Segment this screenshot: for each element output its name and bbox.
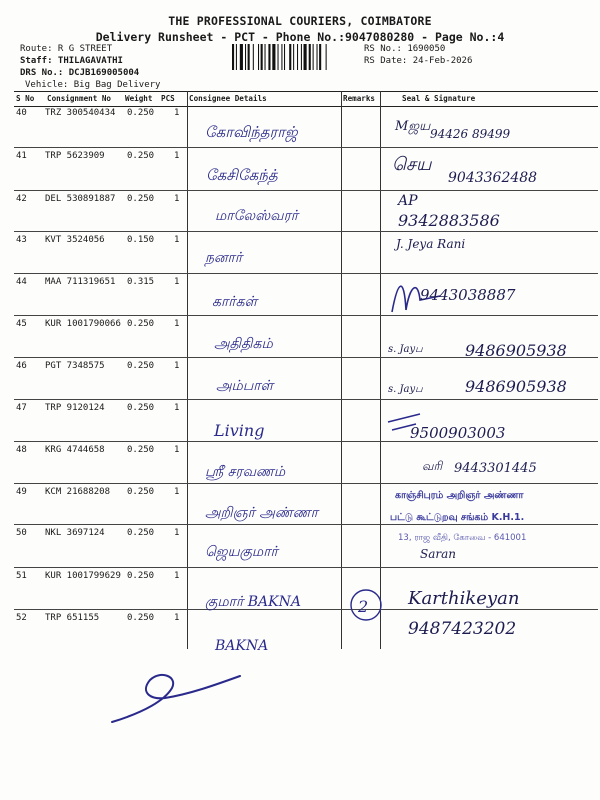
pieces: 1 [174,277,180,287]
vehicle: Vehicle: Big Bag Delivery [25,80,161,90]
consignee-handwriting-41: கேசிகேந்த் [206,166,278,184]
consignee-handwriting-43: நனார் [205,250,243,266]
runsheet-title: Delivery Runsheet - PCT - Phone No.:9047080280 - Page No.:4 [95,30,505,44]
rs-number: RS No.: 1690050 [364,44,446,54]
phone-46: 9486905938 [465,377,567,396]
serial-number: 47 [16,403,27,413]
pieces: 1 [174,319,180,329]
pieces: 1 [174,361,180,371]
weight: 0.250 [127,403,155,413]
pieces: 1 [174,445,180,455]
phone-42: 9342883586 [398,211,500,230]
weight: 0.250 [127,613,155,623]
weight: 0.250 [127,108,155,118]
consignee-handwriting-45: அதிதிகம் [214,336,273,352]
phone-41: 9043362488 [448,170,538,186]
consignee-handwriting-42: மாலேஸ்வரர் [215,208,299,224]
phone-40: 94426 89499 [430,127,511,141]
serial-number: 49 [16,487,27,497]
staff: Staff: THILAGAVATHI [20,56,123,66]
consignment-number: TRP 651155 [45,613,100,623]
consignee-handwriting-50: ஜெயகுமார் [205,544,278,560]
phone-45: 9486905938 [465,341,567,360]
phone-47: 9500903003 [410,424,506,442]
table-row [14,567,598,610]
signature-45: s. Jayப [388,344,423,355]
signature-51: Karthikeyan [408,588,520,609]
phone-48: 9443301445 [454,461,537,476]
col-seal-signature: Seal & Signature [402,94,476,103]
pieces: 1 [174,108,180,118]
weight: 0.250 [127,487,155,497]
serial-number: 42 [16,194,27,204]
col-consignment: Consignment No [47,94,112,103]
signature-42: AP [398,193,418,209]
supervisor-signature [112,675,240,722]
consignment-number: PGT 7348575 [45,361,105,371]
consignee-handwriting-47: Living [214,421,265,440]
svg-text:13, ராஜ வீதி, கோவை - 641001: 13, ராஜ வீதி, கோவை - 641001 [398,533,527,543]
signature-43: J. Jeya Rani [396,237,466,251]
consignment-number: KUR 1001799629 [45,571,121,581]
consignee-handwriting-49: அறிஞர் அண்ணா [205,505,318,521]
barcode [232,44,360,70]
serial-number: 43 [16,235,27,245]
signature-41: செய [392,154,432,175]
serial-number: 45 [16,319,27,329]
svg-text:காஞ்சிபுரம் அறிஞர் அண்ணா: காஞ்சிபுரம் அறிஞர் அண்ணா [395,490,524,501]
table-row [14,524,598,568]
serial-number: 41 [16,151,27,161]
company-name: THE PROFESSIONAL COURIERS, COIMBATORE [168,14,432,28]
serial-number: 48 [16,445,27,455]
table-row [14,357,598,400]
weight: 0.315 [127,277,155,287]
rs-date: RS Date: 24-Feb-2026 [364,56,473,66]
pieces: 1 [174,571,180,581]
pieces: 1 [174,487,180,497]
signature-50: Saran [420,547,456,561]
drs-number: DRS No.: DCJB169005004 [20,68,140,78]
runsheet-meta-left [20,43,160,91]
serial-number: 51 [16,571,27,581]
consignment-number: KRG 4744658 [45,445,105,455]
weight: 0.250 [127,445,155,455]
consignee-handwriting-48: ஸ்ரீ சரவணம் [205,464,286,480]
pieces: 1 [174,151,180,161]
runsheet-meta-right [364,43,472,67]
phone-52: 9487423202 [408,619,517,639]
table-row [14,483,598,525]
consignment-number: MAA 711319651 [45,277,116,287]
col-consignee: Consignee Details [189,94,267,103]
route: Route: R G STREET [20,44,113,54]
consignee-handwriting-46: அம்பாள் [216,378,274,394]
table-row [14,231,598,274]
serial-number: 44 [16,277,27,287]
consignee-handwriting-52: BAKNA [215,638,269,654]
table-row [14,147,598,191]
runsheet-header [0,14,600,44]
consignee-handwriting-51: குமார் BAKNA [205,594,301,610]
weight: 0.150 [127,235,155,245]
signature-48: வரி [422,459,443,473]
pieces: 1 [174,235,180,245]
phone-44: 9443038887 [420,286,516,304]
serial-number: 50 [16,528,27,538]
pieces: 1 [174,194,180,204]
table-row [14,315,598,358]
consignee-handwriting-44: கார்கள் [212,294,258,310]
consignment-number: TRP 5623909 [45,151,105,161]
table-row [14,441,598,484]
serial-number: 52 [16,613,27,623]
weight: 0.250 [127,528,155,538]
consignment-number: TRZ 300540434 [45,108,116,118]
consignment-number: TRP 9120124 [45,403,105,413]
col-pcs: PCS [161,94,175,103]
signature-46: s. Jayப [388,384,423,395]
consignment-number: KCM 21688208 [45,487,111,497]
svg-text:பட்டு கூட்டுறவு சங்கம் K.H.1.: பட்டு கூட்டுறவு சங்கம் K.H.1. [390,512,525,523]
consignment-number: KVT 3524056 [45,235,105,245]
weight: 0.250 [127,319,155,329]
signature-40: Mஜய [395,119,431,134]
col-remarks: Remarks [343,94,376,103]
table-row [14,609,598,649]
pieces: 1 [174,528,180,538]
serial-number: 46 [16,361,27,371]
weight: 0.250 [127,151,155,161]
pieces: 1 [174,403,180,413]
weight: 0.250 [127,571,155,581]
col-sno: S No [16,94,35,103]
pieces: 1 [174,613,180,623]
weight: 0.250 [127,194,155,204]
serial-number: 40 [16,108,27,118]
table-row [14,273,598,316]
consignment-number: KUR 1001790066 [45,319,121,329]
weight: 0.250 [127,361,155,371]
table-row [14,190,598,232]
consignment-number: DEL 530891887 [45,194,116,204]
col-weight: Weight [125,94,153,103]
table-row [14,399,598,442]
consignment-number: NKL 3697124 [45,528,105,538]
table-row [14,104,598,148]
consignee-handwriting-40: கோவிந்தராஜ் [205,123,298,141]
circled-number: 2 [358,597,369,616]
